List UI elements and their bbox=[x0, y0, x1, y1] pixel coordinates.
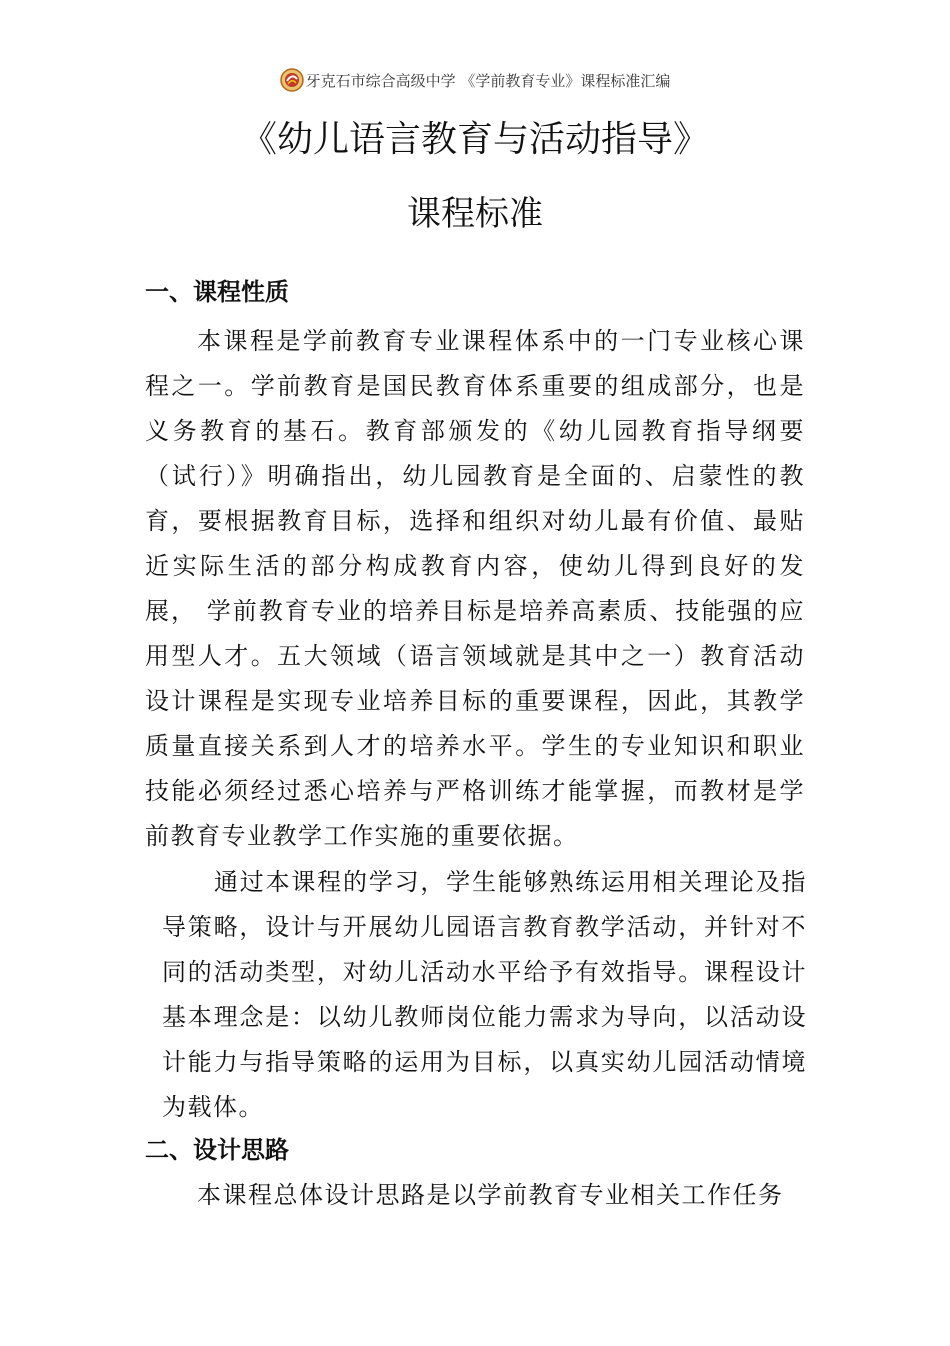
document-subtitle: 课程标准 bbox=[407, 194, 543, 234]
section-heading-design-idea: 二、设计思路 bbox=[145, 1136, 289, 1164]
document-title: 《幼儿语言教育与活动指导》 bbox=[240, 119, 709, 160]
paragraph-design-idea-1: 本课程总体设计思路是以学前教育专业相关工作任务 bbox=[197, 1181, 784, 1209]
page-header bbox=[0, 68, 950, 92]
section-heading-course-nature: 一、课程性质 bbox=[145, 278, 289, 306]
paragraph-course-nature-2: 通过本课程的学习，学生能够熟练运用相关理论及指导策略，设计与开展幼儿园语言教育教学活动，并针对不同的活动类型，对幼儿活动水平给予有效指导。课程设计基本理念是：以幼儿教师岗位能力需求为导向，以活动设计能力与指导策略的运用为目标，以真实幼儿园活动情境为载体。 bbox=[162, 868, 807, 1121]
paragraph-course-nature-1: 本课程是学前教育专业课程体系中的一门专业核心课程之一。学前教育是国民教育体系重要的组成部分，也是义务教育的基石。教育部颁发的《幼儿园教育指导纲要（试行）》明确指出，幼儿园教育是全面的、启蒙性的教育，要根据教育目标，选择和组织对幼儿最有价值、最贴近实际生活的部分构成教育内容，使幼儿得到良好的发展， 学前教育专业的培养目标是培养高素质、技能强的应用型人才。五大领域（语言领域就是其中之一）教育活动设计课程是实现专业培养目标的重要课程，因此，其教学质量直接关系到人才的培养水平。学生的专业知识和职业技能必须经过悉心培养与严格训练才能掌握，而教材是学前教育专业教学工作实施的重要依据。 bbox=[145, 327, 805, 850]
header-text: 牙克石市综合高级中学 《学前教育专业》课程标准汇编 bbox=[305, 71, 671, 90]
school-logo-icon bbox=[280, 68, 304, 92]
